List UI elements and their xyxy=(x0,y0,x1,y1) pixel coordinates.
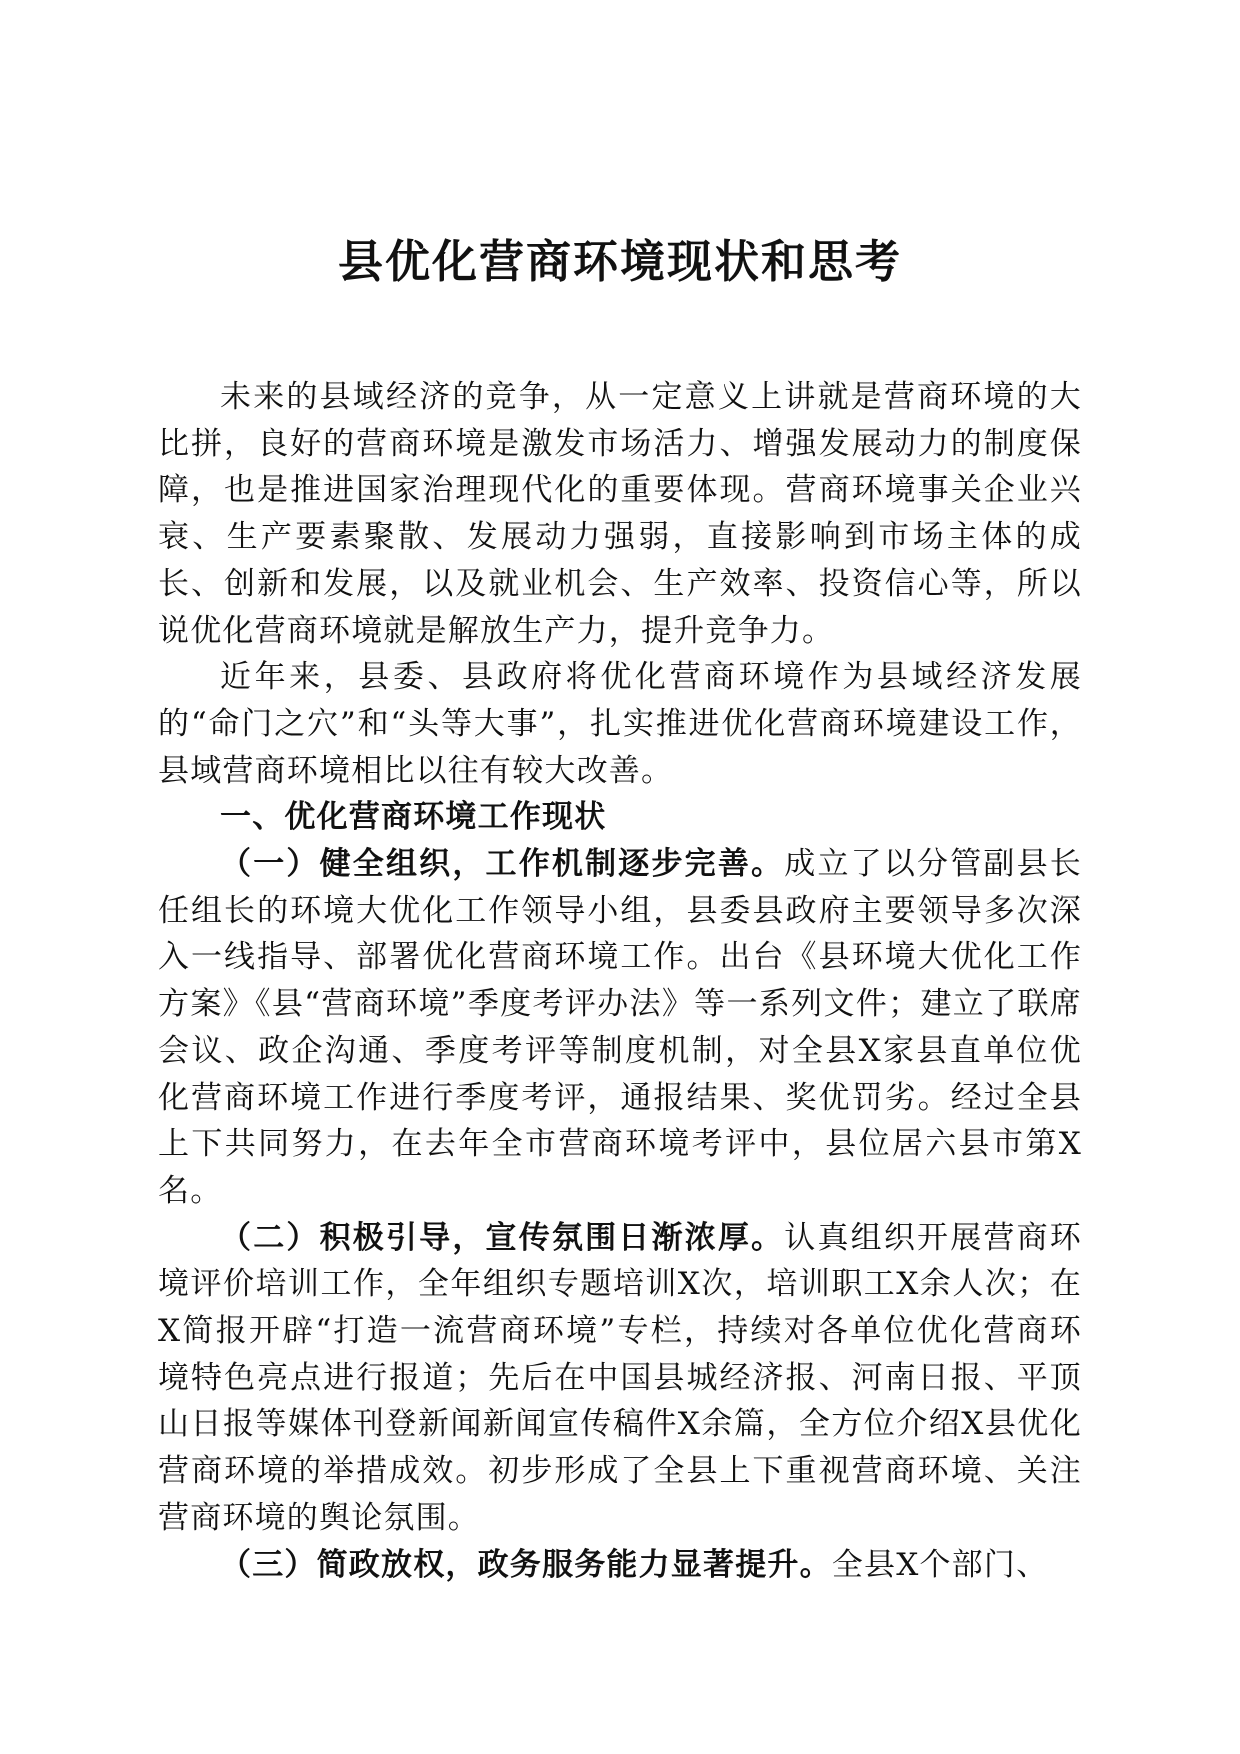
subsection-2-body: 认真组织开展营商环境评价培训工作，全年组织专题培训X次，培训职工X余人次；在X简报开辟“打造一流营商环境”专栏，持续对各单位优化营商环境特色亮点进行报道；先后在中国县城经济报、河南日报、平顶山日报等媒体刊登新闻新闻宣传稿件X余篇，全方位介绍X县优化营商环境的举措成效。初步形成了全县上下重视营商环境、关注营商环境的舆论氛围。 xyxy=(158,1219,1082,1536)
paragraph-subsection-2 xyxy=(158,1215,1082,1542)
subsection-2-heading: （二）积极引导，宣传氛围日渐浓厚。 xyxy=(220,1219,785,1256)
document-body xyxy=(158,374,1082,1588)
paragraph-intro: 未来的县域经济的竞争，从一定意义上讲就是营商环境的大比拼，良好的营商环境是激发市场活力、增强发展动力的制度保障，也是推进国家治理现代化的重要体现。营商环境事关企业兴衰、生产要素聚散、发展动力强弱，直接影响到市场主体的成长、创新和发展，以及就业机会、生产效率、投资信心等，所以说优化营商环境就是解放生产力，提升竞争力。 xyxy=(158,379,1082,649)
subsection-3-heading: （三）简政放权，政务服务能力显著提升。 xyxy=(220,1546,832,1583)
paragraph-subsection-3 xyxy=(158,1542,1082,1589)
section-heading-current-status: 一、优化营商环境工作现状 xyxy=(220,799,607,836)
subsection-3-body: 全县X个部门、 xyxy=(831,1546,1049,1583)
paragraph-subsection-1 xyxy=(158,841,1082,1215)
document-title: 县优化营商环境现状和思考 xyxy=(337,235,902,288)
subsection-1-body: 成立了以分管副县长任组长的环境大优化工作领导小组，县委县政府主要领导多次深入一线指导、部署优化营商环境工作。出台《县环境大优化工作方案》《县“营商环境”季度考评办法》等一系列文件；建立了联席会议、政企沟通、季度考评等制度机制，对全县X家县直单位优化营商环境工作进行季度考评，通报结果、奖优罚劣。经过全县上下共同努力，在去年全市营商环境考评中，县位居六县市第X名。 xyxy=(158,846,1082,1209)
subsection-1-heading: （一）健全组织，工作机制逐步完善。 xyxy=(220,846,785,883)
paragraph-recent-years: 近年来，县委、县政府将优化营商环境作为县域经济发展的“命门之穴”和“头等大事”，扎实推进优化营商环境建设工作，县域营商环境相比以往有较大改善。 xyxy=(158,659,1082,789)
